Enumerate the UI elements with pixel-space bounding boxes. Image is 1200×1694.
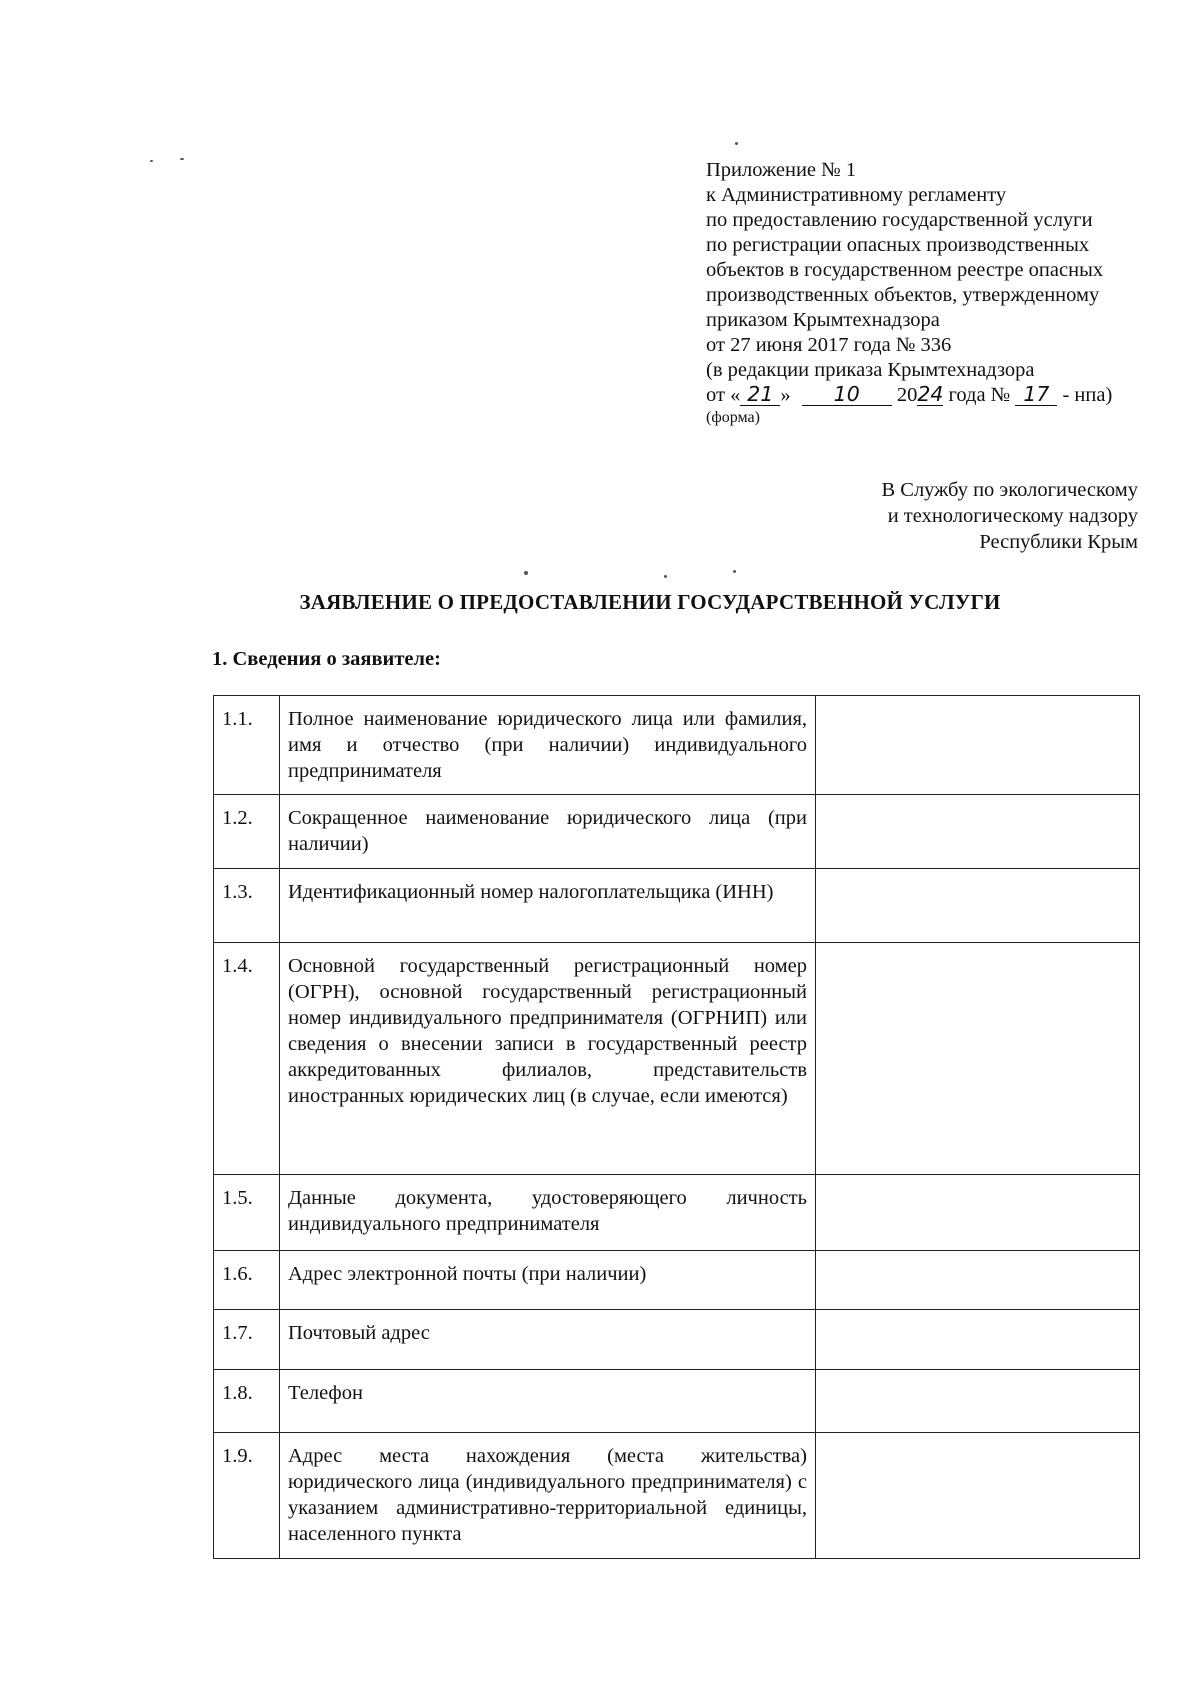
row-value-field[interactable] <box>816 869 1140 943</box>
row-label: Адрес места нахождения (места жительства) юридического лица (индивидуального предпринимателя) с указанием административно-территориальной единицы, населенного пункта <box>280 1433 816 1559</box>
scan-speck <box>180 158 184 160</box>
row-label: Телефон <box>280 1370 816 1433</box>
appendix-line: (в редакции приказа Крымтехнадзора <box>706 359 1035 381</box>
row-label: Идентификационный номер налогоплательщика (ИНН) <box>280 869 816 943</box>
scan-speck <box>735 142 738 145</box>
edition-day: 21 <box>740 383 780 406</box>
row-label: Основной государственный регистрационный номер (ОГРН), основной государственный регистрационный номер индивидуального предпринимателя (ОГРНИП) или сведения о внесении записи в государственный реестр аккредитованных филиалов, представительств иностранных юридических лиц (в случае, если имеются) <box>280 943 816 1175</box>
form-label: (форма) <box>706 409 760 426</box>
scan-speck <box>150 160 153 162</box>
appendix-line: по регистрации опасных производственных <box>706 234 1090 256</box>
row-value-field[interactable] <box>816 1310 1140 1370</box>
appendix-line: Приложение № 1 <box>706 159 857 181</box>
row-number: 1.3. <box>214 869 280 943</box>
edition-year-suffix: 24 <box>917 382 944 406</box>
scan-speck <box>733 570 736 573</box>
section-heading: 1. Сведения о заявителе: <box>212 648 441 670</box>
edition-mid: » <box>780 384 791 406</box>
row-number: 1.9. <box>214 1433 280 1559</box>
table-row <box>214 1370 1140 1433</box>
edition-prefix: от « <box>706 384 741 406</box>
row-number: 1.5. <box>214 1175 280 1251</box>
row-value-field[interactable] <box>816 1370 1140 1433</box>
appendix-line: приказом Крымтехнадзора <box>706 309 940 331</box>
addressee-line: и технологическому надзору <box>887 505 1138 527</box>
edition-year-prefix: 20 <box>896 384 918 406</box>
row-value-field[interactable] <box>816 1251 1140 1310</box>
edition-number: 17 <box>1015 383 1057 406</box>
appendix-line: к Административному регламенту <box>706 184 1007 206</box>
row-value-field[interactable] <box>816 943 1140 1175</box>
row-label: Почтовый адрес <box>280 1310 816 1370</box>
row-number: 1.4. <box>214 943 280 1175</box>
edition-month: 10 <box>802 383 892 406</box>
document-title: ЗАЯВЛЕНИЕ О ПРЕДОСТАВЛЕНИИ ГОСУДАРСТВЕННОЙ УСЛУГИ <box>299 590 1001 614</box>
row-value-field[interactable] <box>816 1433 1140 1559</box>
row-number: 1.7. <box>214 1310 280 1370</box>
appendix-line: по предоставлению государственной услуги <box>706 209 1093 231</box>
row-number: 1.8. <box>214 1370 280 1433</box>
table-row <box>214 1310 1140 1370</box>
appendix-header <box>706 158 1176 428</box>
table-row <box>214 869 1140 943</box>
addressee-block <box>738 477 1138 555</box>
row-value-field[interactable] <box>816 1175 1140 1251</box>
row-label: Полное наименование юридического лица или фамилия, имя и отчество (при наличии) индивидуального предпринимателя <box>280 696 816 795</box>
table-row <box>214 1433 1140 1559</box>
addressee-line: Республики Крым <box>979 531 1138 553</box>
table-row <box>214 943 1140 1175</box>
table-row <box>214 795 1140 869</box>
row-label: Данные документа, удостоверяющего личность индивидуального предпринимателя <box>280 1175 816 1251</box>
appendix-line: объектов в государственном реестре опасных <box>706 259 1104 281</box>
scan-speck <box>524 571 528 575</box>
row-number: 1.6. <box>214 1251 280 1310</box>
row-label: Сокращенное наименование юридического лица (при наличии) <box>280 795 816 869</box>
row-value-field[interactable] <box>816 795 1140 869</box>
row-number: 1.1. <box>214 696 280 795</box>
appendix-line: от 27 июня 2017 года № 336 <box>706 334 952 356</box>
appendix-line: производственных объектов, утвержденному <box>706 284 1100 306</box>
row-value-field[interactable] <box>816 696 1140 795</box>
edition-suffix: - нпа) <box>1062 384 1113 406</box>
row-label: Адрес электронной почты (при наличии) <box>280 1251 816 1310</box>
applicant-info-table <box>213 695 1140 1559</box>
edition-line <box>706 383 1176 408</box>
table-row <box>214 1175 1140 1251</box>
edition-year-word: года № <box>948 384 1011 406</box>
row-number: 1.2. <box>214 795 280 869</box>
table-row <box>214 696 1140 795</box>
addressee-line: В Службу по экологическому <box>881 479 1138 501</box>
table-row <box>214 1251 1140 1310</box>
scan-speck <box>664 575 667 578</box>
